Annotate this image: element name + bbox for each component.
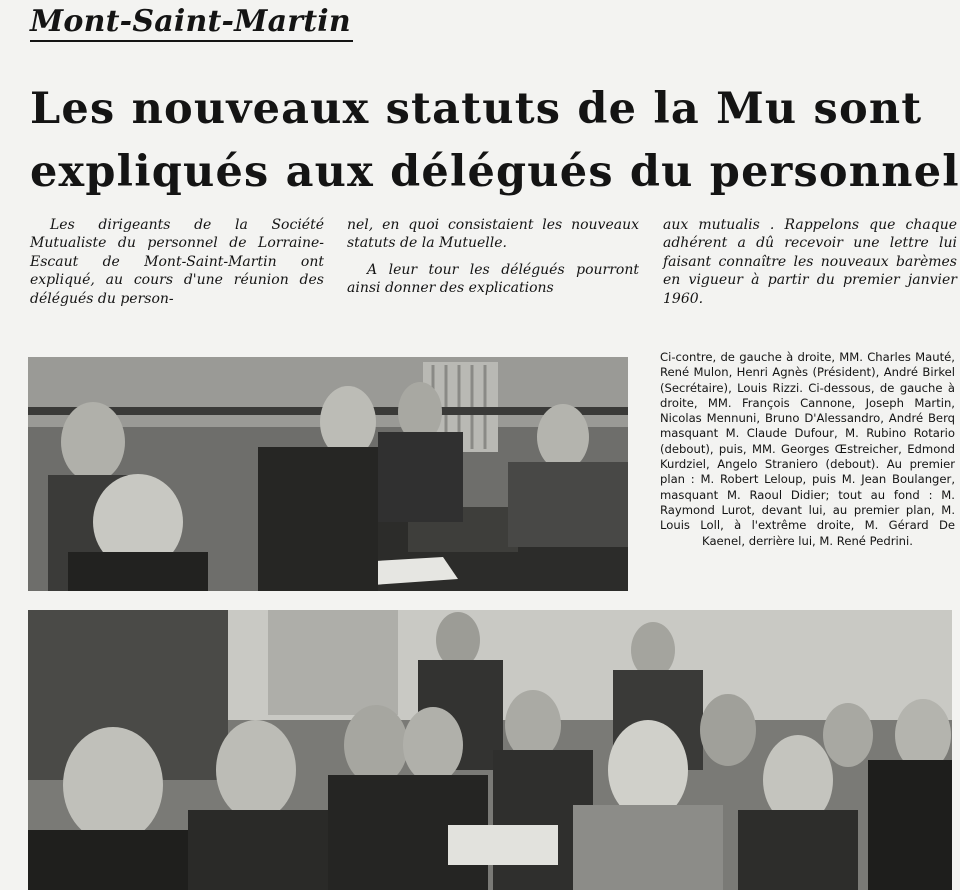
photo-caption: Ci-contre, de gauche à droite, MM. Charles Mauté, René Mulon, Henri Agnès (Président), André Birkel (Secrétaire), Louis Rizzi. Ci-dessous, de gauche à droite, MM. François Cannone, Joseph Martin, Nicolas Mennuni, Bruno D'Alessandro, André Berq masquant M. Claude Dufour, M. Rubino Rotario (debout), puis, MM. Georges Œstreicher, Edmond Kurdziel, Angelo Straniero (debout). Au premier plan : M. Robert Leloup, puis M. Jean Boulanger, masquant M. Raoul Didier; tout au fond : M. Raymond Lurot, devant lui, au premier plan, M. Louis Loll, à l'extrême droite, M. Gérard De Kaenel, derrière lui, M. René Pedrini.	[660, 350, 955, 548]
body-paragraph: aux mutualis . Rappelons que chaque adhérent a dû recevoir une lettre lui faisant connaître les nouveaux barèmes en vigueur à partir du premier janvier 1960.	[663, 217, 957, 307]
meeting-photo-bottom	[28, 610, 952, 890]
body-column-2	[347, 216, 639, 298]
section-kicker: Mont-Saint-Martin	[30, 4, 353, 42]
headline-line-2: expliqués aux délégués du personnel	[30, 147, 960, 197]
body-paragraph: A leur tour les délégués pourront ainsi donner des explications	[347, 261, 639, 297]
article-headline	[30, 78, 960, 204]
body-column-1	[30, 216, 324, 308]
body-paragraph: nel, en quoi consistaient les nouveaux statuts de la Mutuelle.	[347, 217, 639, 252]
headline-line-1: Les nouveaux statuts de la Mu sont	[30, 84, 923, 134]
meeting-photo-top	[28, 357, 628, 591]
article-body	[30, 216, 958, 316]
body-paragraph: Les dirigeants de la Société Mutualiste du personnel de Lorraine-Escaut de Mont-Saint-Martin ont expliqué, au cours d'une réunion des délégués du person-	[30, 217, 324, 307]
body-column-3	[663, 216, 957, 308]
